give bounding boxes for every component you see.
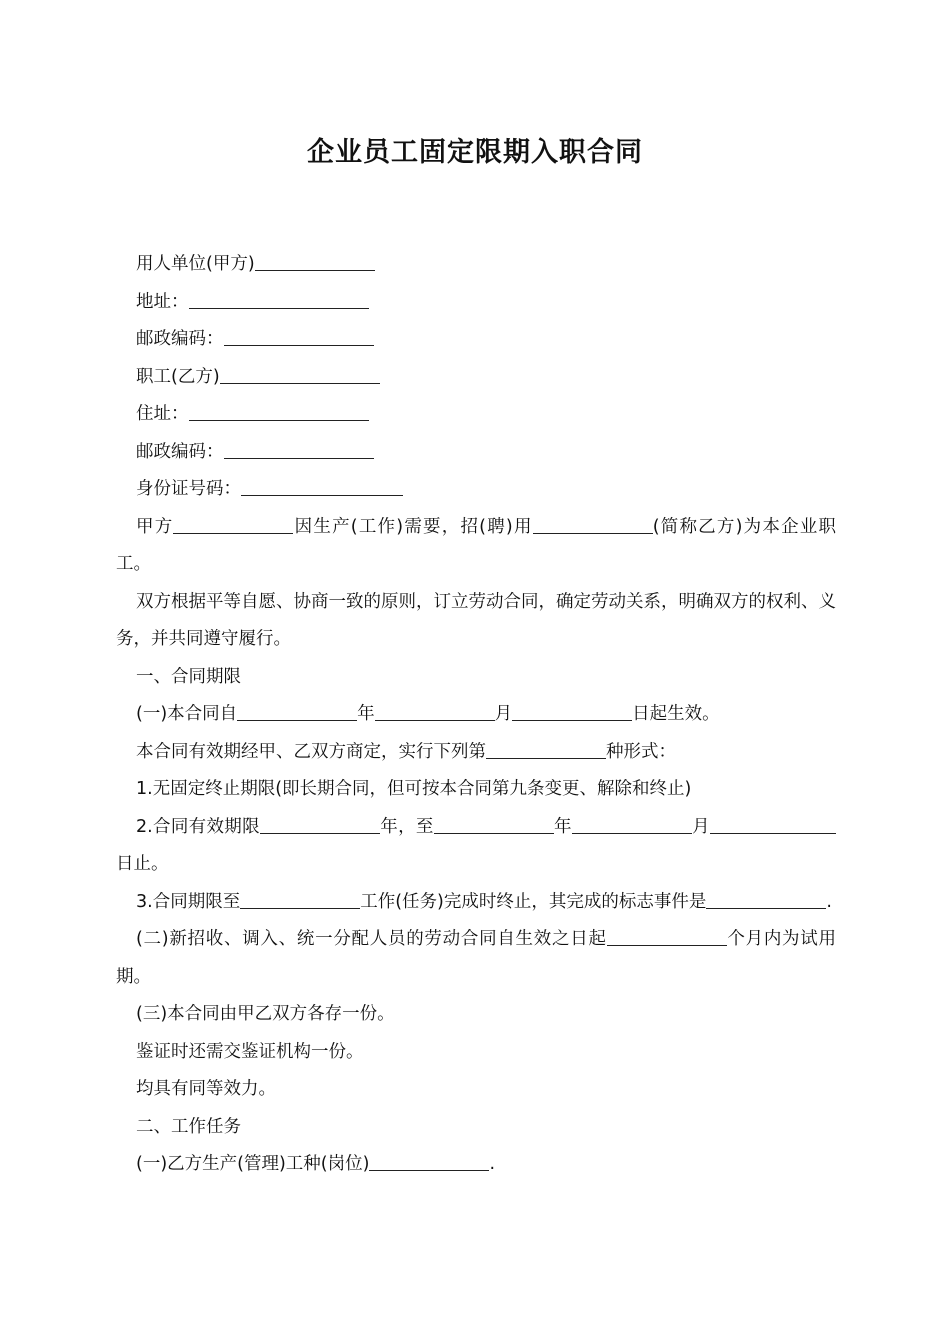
clause-text: (一)乙方生产(管理)工种(岗位) (136, 1154, 370, 1174)
clause-text: 日起生效。 (632, 704, 720, 724)
clause-text: 月 (494, 704, 513, 724)
notarization-clause: 鉴证时还需交鉴证机构一份。 (136, 1041, 364, 1062)
address-label: 地址： (136, 291, 189, 312)
id-number-label: 身份证号码： (136, 479, 241, 499)
probation-months-blank[interactable] (607, 925, 727, 946)
employer-label: 用人单位(甲方) (136, 254, 255, 274)
residence-field (116, 396, 836, 434)
clause-text: . (489, 1154, 496, 1174)
end-year-blank[interactable] (434, 813, 554, 834)
employer-blank[interactable] (255, 250, 375, 271)
contract-body (116, 246, 836, 1184)
postcode2-label: 邮政编码： (136, 441, 224, 462)
intro-text: (简称乙方)为本企业职工。 (116, 516, 837, 574)
clause-text: 年 (553, 816, 572, 837)
intro-paragraph-1 (116, 509, 836, 584)
intro-paragraph-2: 双方根据平等自愿、协商一致的原则，订立劳动合同，确定劳动关系，明确双方的权利、义务，并共同遵守履行。 (116, 591, 836, 649)
id-number-blank[interactable] (241, 475, 403, 496)
form-number-blank[interactable] (486, 738, 606, 759)
clause-text: 个月内为试用期。 (116, 929, 837, 987)
residence-blank[interactable] (189, 400, 369, 421)
section-1-heading: 一、合同期限 (136, 666, 241, 687)
id-number-field (116, 471, 836, 509)
postcode1-field (116, 321, 836, 359)
effective-date-clause (116, 696, 836, 734)
clause-text: 2.合同有效期限 (136, 816, 260, 837)
end-day-blank-cont[interactable] (806, 813, 836, 834)
clause-text: (一)本合同自 (136, 704, 238, 724)
clause-text: 3.合同期限至 (136, 891, 241, 912)
event-blank[interactable] (706, 888, 778, 909)
intro-text: 甲方 (136, 516, 174, 537)
month-blank[interactable] (375, 700, 495, 721)
employer-field (116, 246, 836, 284)
section-2-heading: 二、工作任务 (136, 1116, 241, 1137)
probation-clause (116, 921, 836, 996)
option-1: 1.无固定终止期限(即长期合同，但可按本合同第九条变更、解除和终止) (136, 779, 692, 799)
equal-effect-clause: 均具有同等效力。 (136, 1079, 276, 1099)
clause-text: 年，至 (379, 816, 434, 837)
position-blank[interactable] (369, 1150, 489, 1171)
option-2 (116, 809, 836, 884)
employee-label: 职工(乙方) (136, 366, 220, 387)
postcode1-label: 邮政编码： (136, 329, 224, 349)
job-position-clause (116, 1146, 836, 1184)
clause-text: 年 (357, 704, 375, 724)
year-blank[interactable] (237, 700, 357, 721)
clause-text: 日止。 (116, 854, 169, 874)
page-title: 企业员工固定限期入职合同 (307, 137, 643, 168)
copies-clause: (三)本合同由甲乙双方各存一份。 (136, 1004, 395, 1024)
postcode1-blank[interactable] (224, 325, 374, 346)
contract-form-clause (116, 734, 836, 772)
residence-label: 住址： (136, 404, 189, 424)
employee-field (116, 359, 836, 397)
party-a-blank[interactable] (173, 513, 293, 534)
end-month-blank[interactable] (572, 813, 692, 834)
event-blank-cont[interactable] (778, 888, 826, 909)
clause-text: 种形式： (606, 741, 676, 762)
day-blank[interactable] (512, 700, 632, 721)
party-b-blank[interactable] (533, 513, 653, 534)
postcode2-field (116, 434, 836, 472)
address-blank[interactable] (189, 288, 369, 309)
term-years-blank[interactable] (260, 813, 380, 834)
clause-text: 工作(任务)完成时终止，其完成的标志事件是 (360, 891, 707, 912)
clause-text: (二)新招收、调入、统一分配人员的劳动合同自生效之日起 (136, 929, 607, 949)
end-day-blank[interactable] (710, 813, 806, 834)
option-3 (116, 884, 836, 922)
task-blank[interactable] (240, 888, 360, 909)
postcode2-blank[interactable] (224, 438, 374, 459)
intro-text: 因生产(工作)需要，招(聘)用 (293, 516, 533, 537)
clause-text: 本合同有效期经甲、乙双方商定，实行下列第 (136, 741, 486, 762)
clause-text: . (826, 891, 832, 912)
address-field (116, 284, 836, 322)
clause-text: 月 (691, 816, 710, 837)
employee-blank[interactable] (220, 363, 380, 384)
